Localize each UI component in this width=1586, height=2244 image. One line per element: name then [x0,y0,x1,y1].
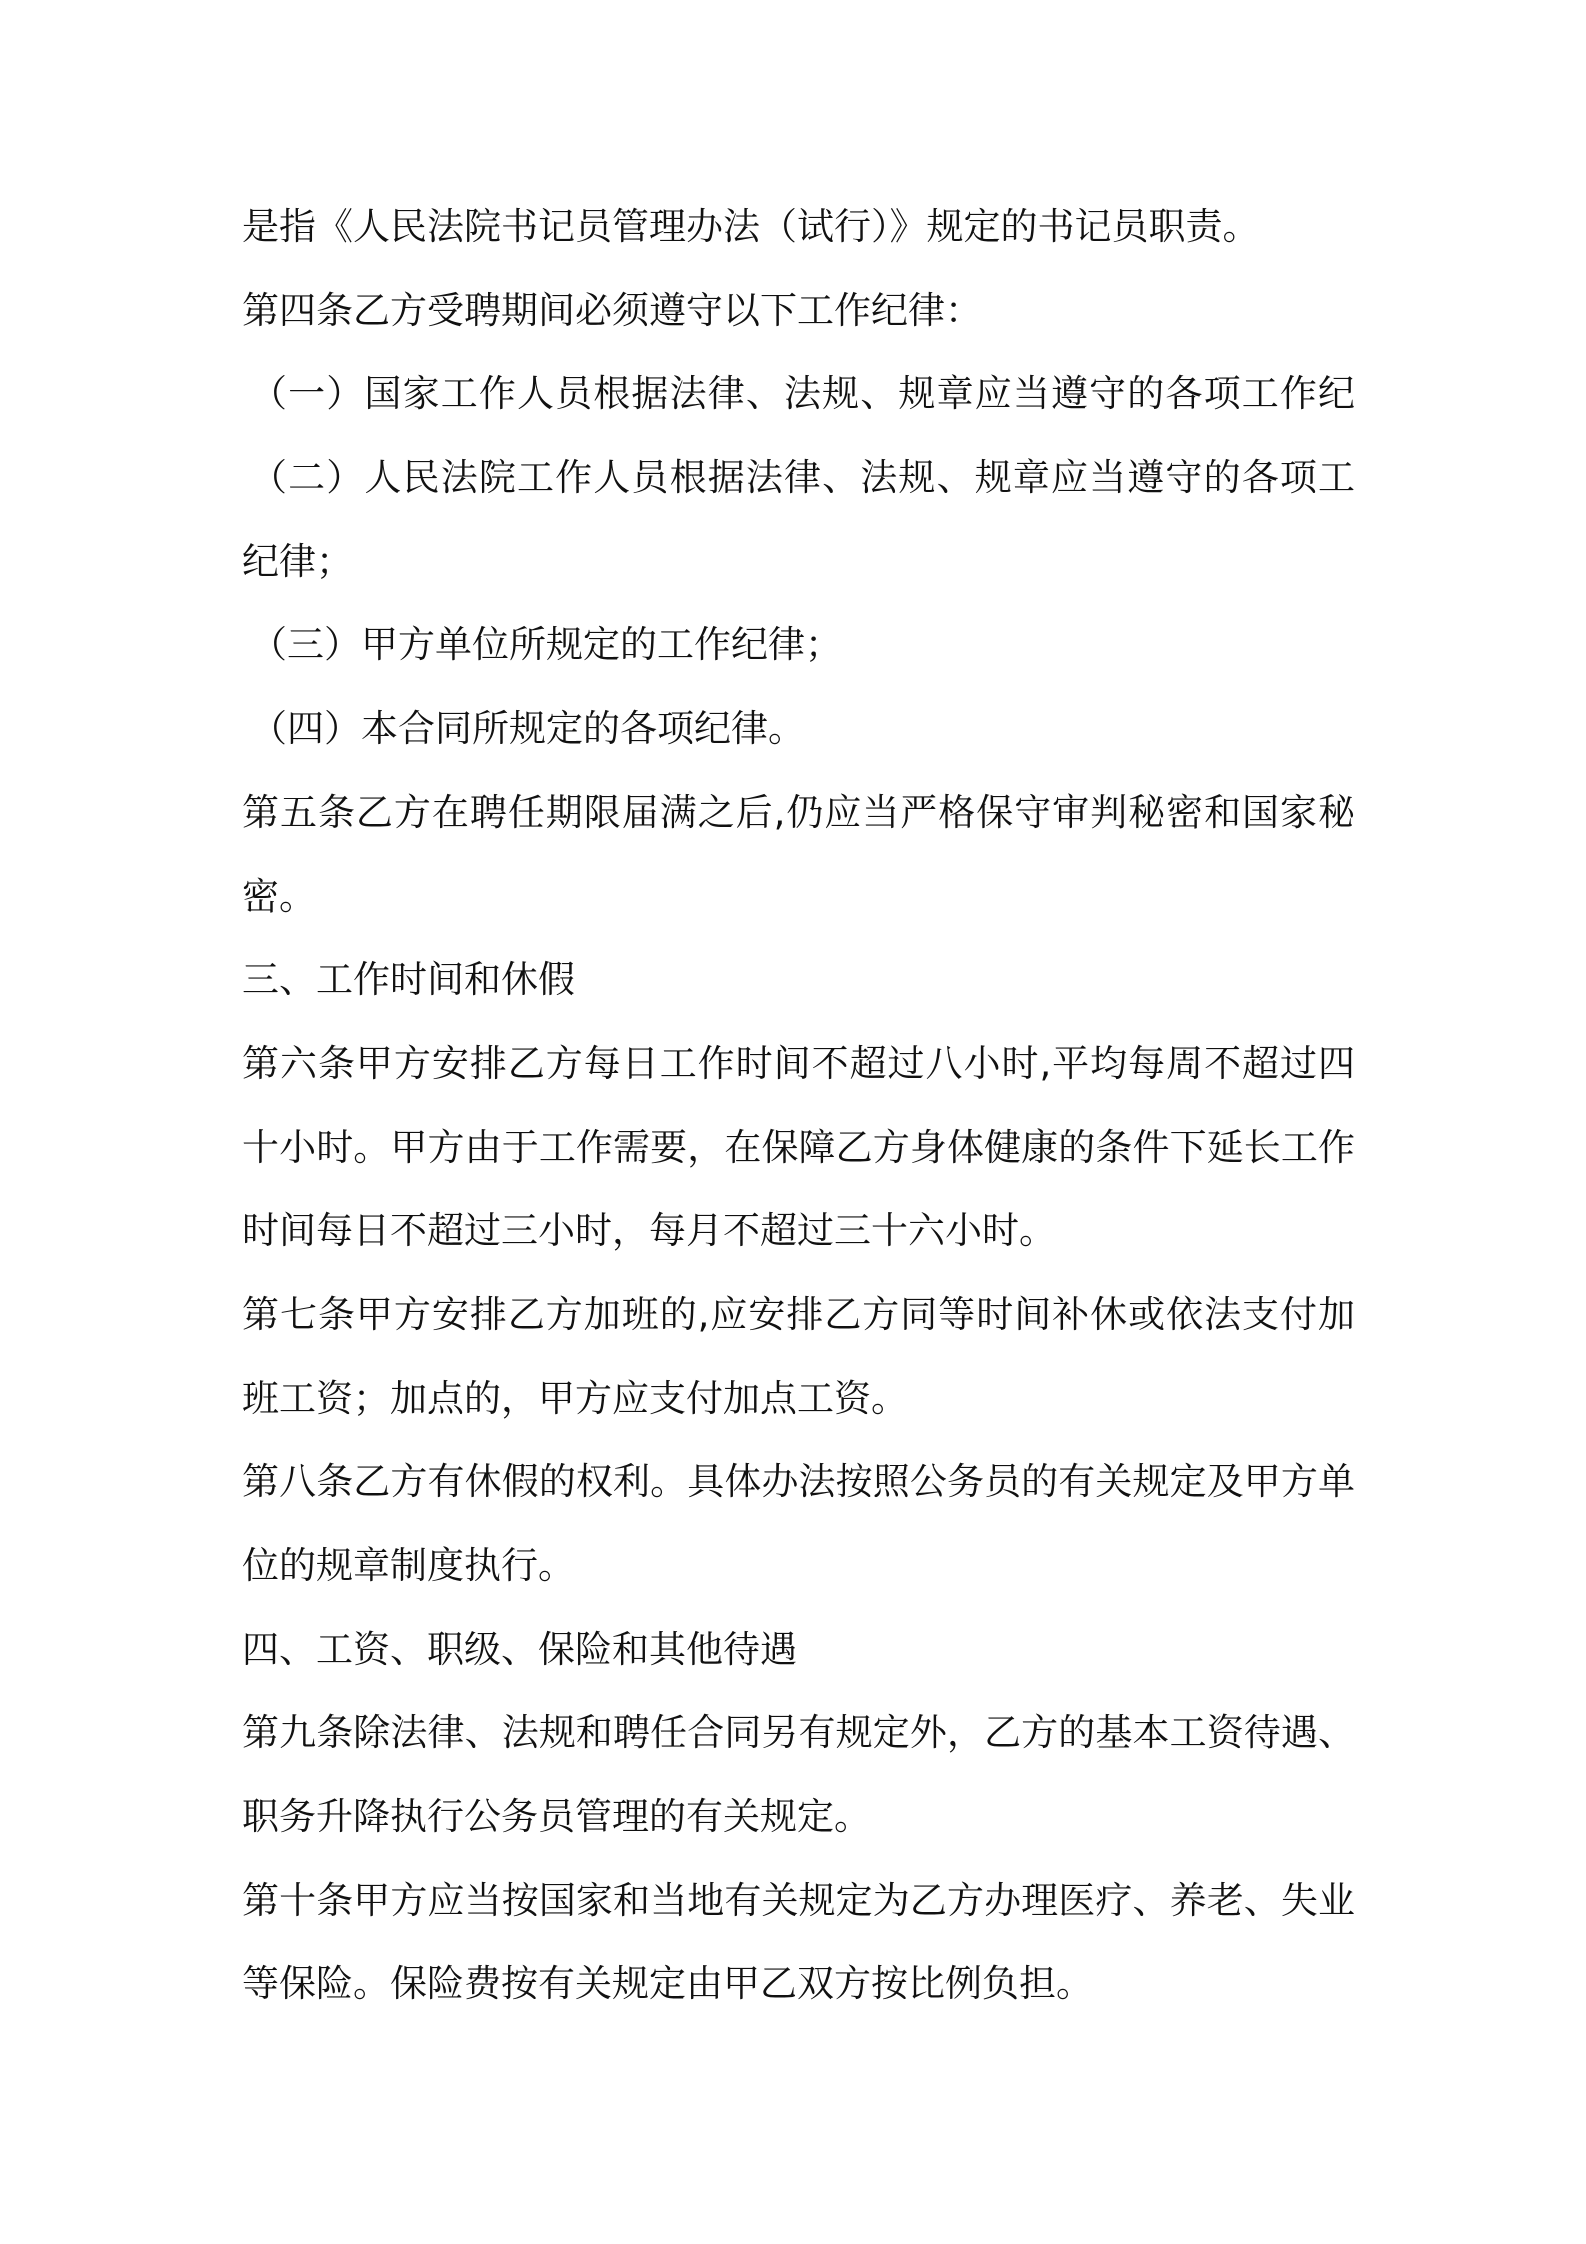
paragraph-line: 是指《人民法院书记员管理办法（试行）》规定的书记员职责。 [242,205,1260,248]
article-9-line: 第九条除法律、法规和聘任合同另有规定外，乙方的基本工资待遇、 [242,1711,1355,1755]
article-10-line: 第十条甲方应当按国家和当地有关规定为乙方办理医疗、养老、失业 [242,1878,1355,1922]
article-6-line: 第六条甲方安排乙方每日工作时间不超过八小时,平均每周不超过四 [242,1041,1355,1085]
article-8-line: 第八条乙方有休假的权利。具体办法按照公务员的有关规定及甲方单 [242,1460,1355,1504]
list-item-1: （一）国家工作人员根据法律、法规、规章应当遵守的各项工作纪 [250,372,1355,416]
article-7-line-continued: 班工资；加点的，甲方应支付加点工资。 [242,1376,908,1420]
section-4-heading: 四、工资、职级、保险和其他待遇 [242,1627,797,1671]
article-6-line-continued: 十小时。甲方由于工作需要，在保障乙方身体健康的条件下延长工作 [242,1125,1355,1169]
article-9-line-continued: 职务升降执行公务员管理的有关规定。 [242,1795,871,1839]
article-8-line-continued: 位的规章制度执行。 [242,1544,575,1587]
article-4-heading-line: 第四条乙方受聘期间必须遵守以下工作纪律： [242,288,982,332]
list-item-2: （二）人民法院工作人员根据法律、法规、规章应当遵守的各项工 [250,456,1355,500]
list-item-2-continued: 纪律； [242,539,353,583]
document-body [242,185,1355,2026]
list-item-4: （四）本合同所规定的各项纪律。 [250,707,805,751]
section-3-heading: 三、工作时间和休假 [242,958,575,1002]
article-6-line-end: 时间每日不超过三小时，每月不超过三十六小时。 [242,1209,1056,1253]
article-7-line: 第七条甲方安排乙方加班的,应安排乙方同等时间补休或依法支付加 [242,1292,1355,1336]
article-5-line: 第五条乙方在聘任期限届满之后,仍应当严格保守审判秘密和国家秘 [242,790,1355,834]
list-item-3: （三）甲方单位所规定的工作纪律； [250,623,842,667]
article-5-line-continued: 密。 [242,874,316,918]
article-10-line-continued: 等保险。保险费按有关规定由甲乙双方按比例负担。 [242,1962,1093,2006]
